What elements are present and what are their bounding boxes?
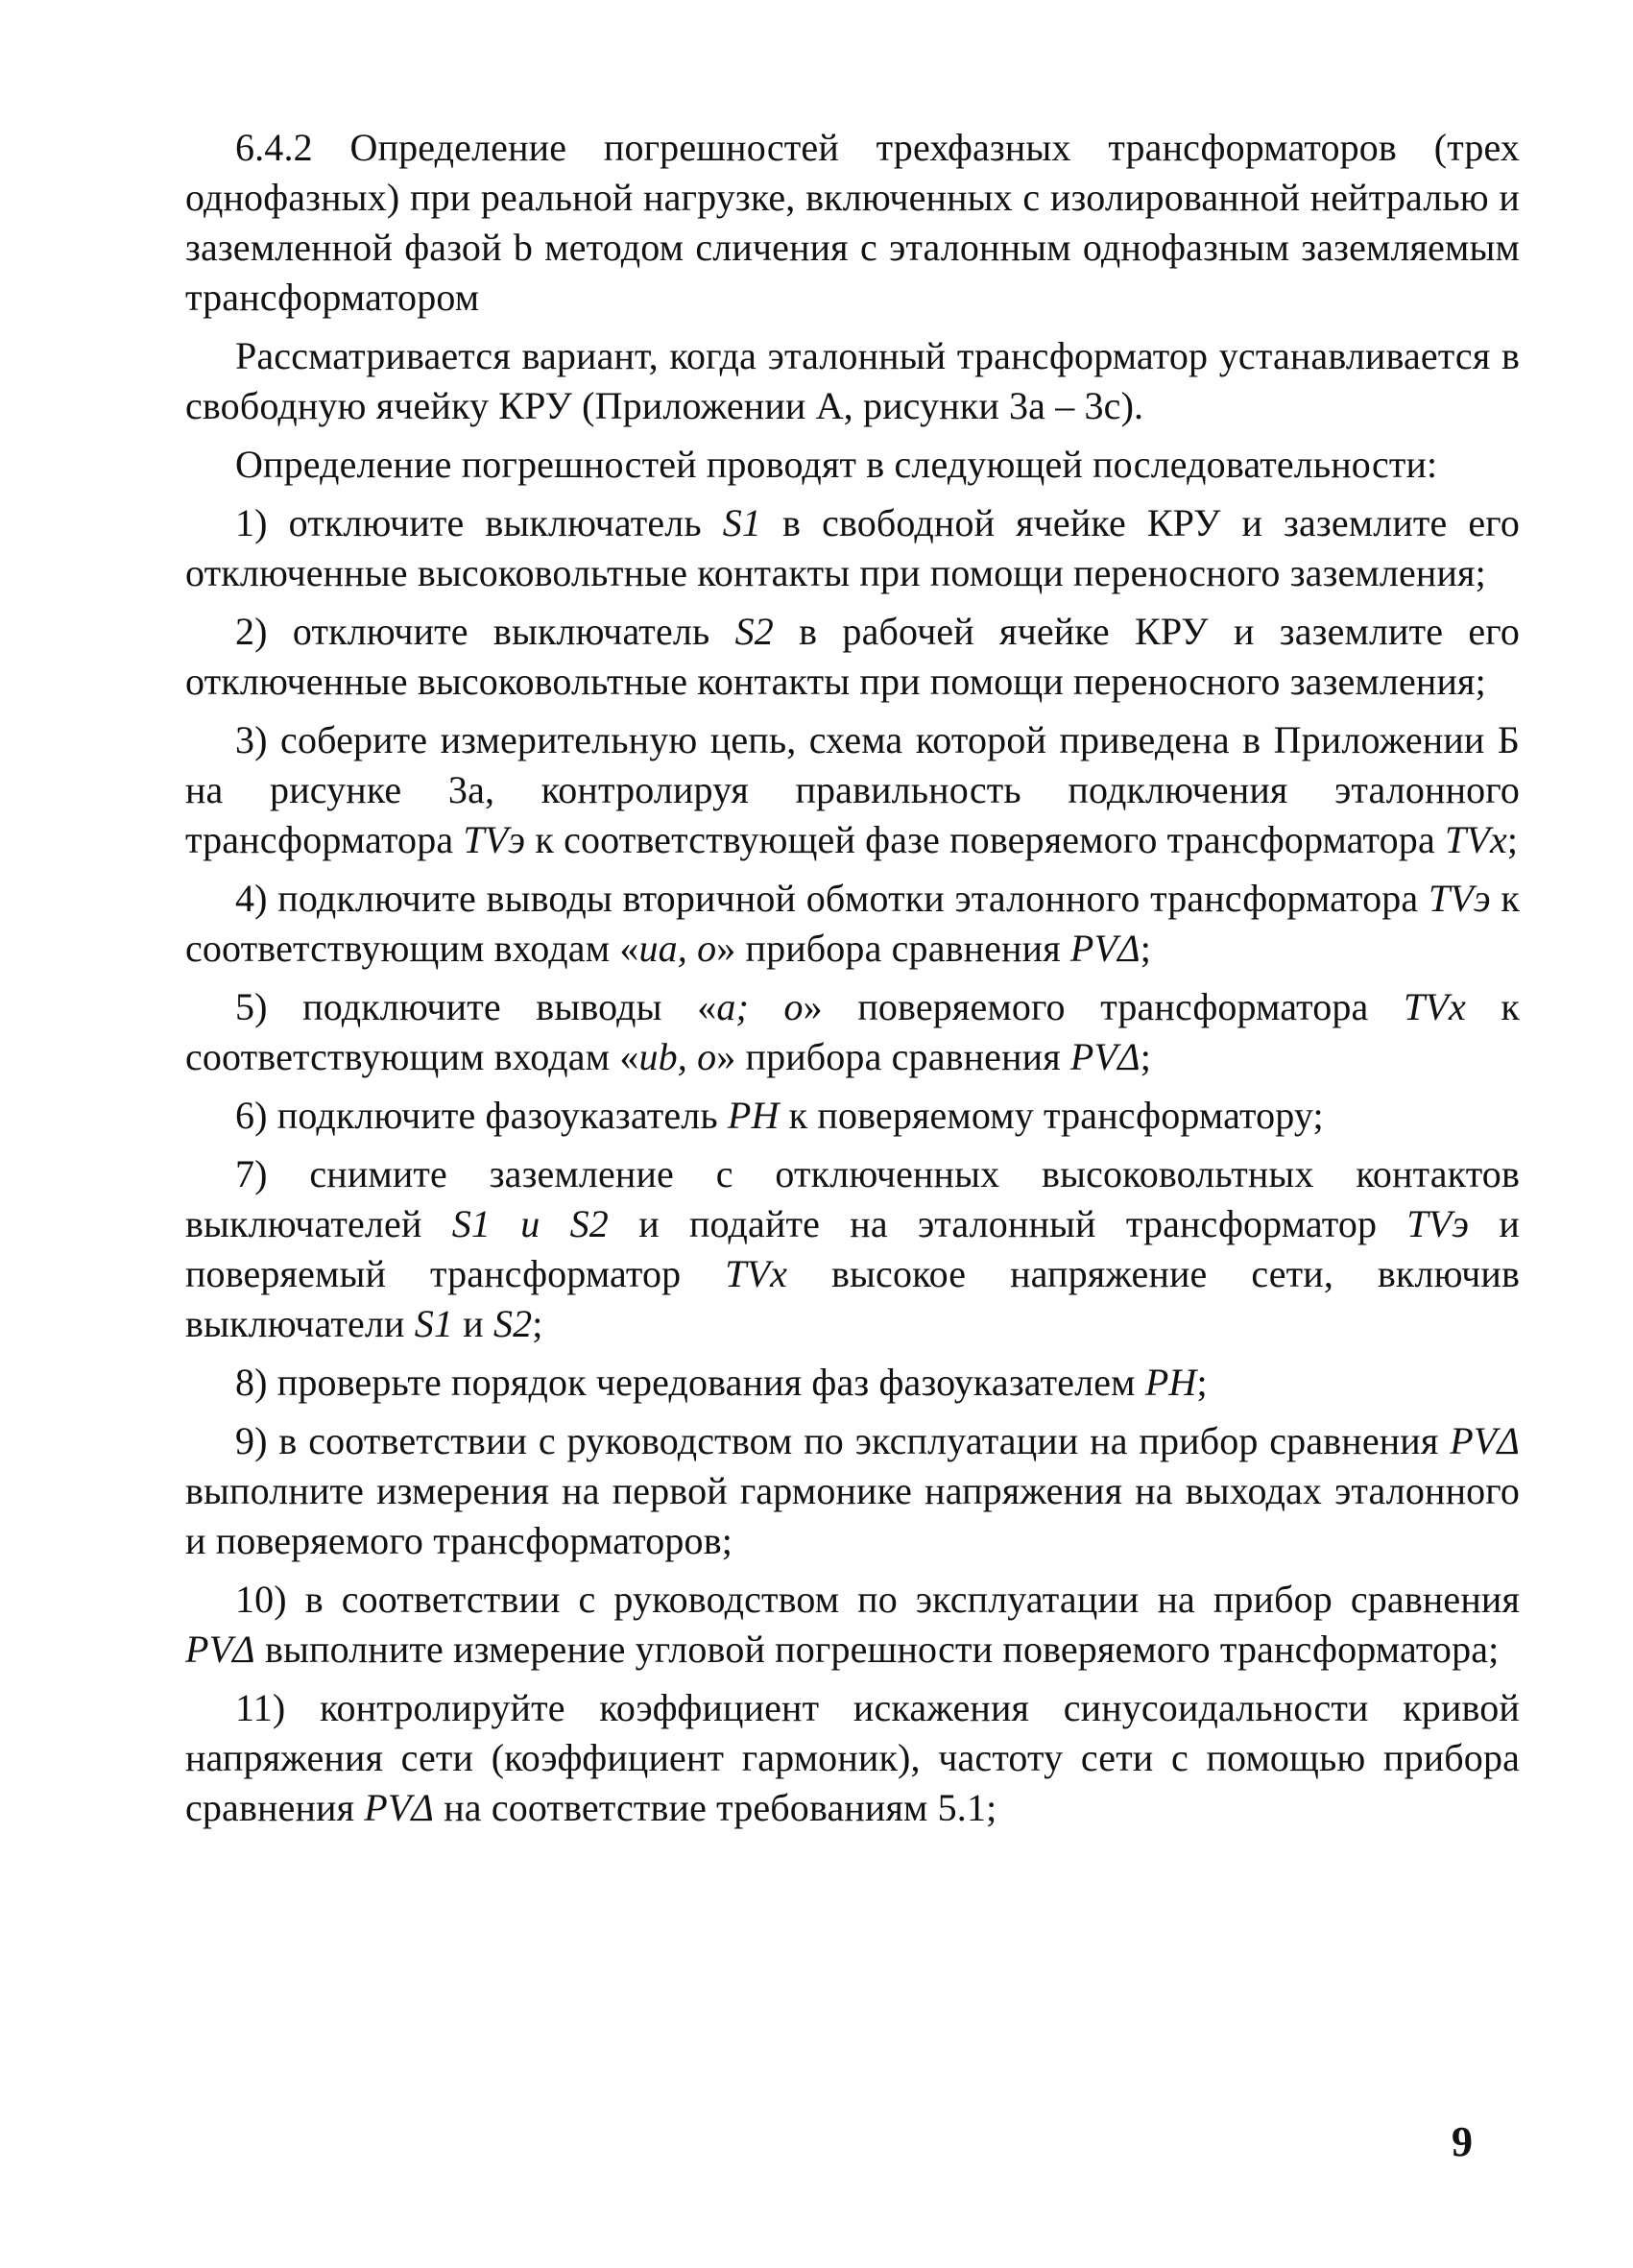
step-7: 7) снимите заземление с отключенных высоковольтных контактов выключателей S1 и S2 и подайте на эталонный трансформатор TVэ и поверяемый трансформатор TVx высокое напряжение сети, включив выключатели S1 и S2;	[185, 1152, 1520, 1345]
step-5: 5) подключите выводы «a; o» поверяемого трансформатора TVx к соответствующим входам «ub, o» прибора сравнения PVΔ;	[185, 985, 1521, 1078]
document-body	[185, 123, 1520, 1842]
step-10: 10) в соответствии с руководством по эксплуатации на прибор сравнения PVΔ выполните измерение угловой погрешности поверяемого трансформатора;	[185, 1578, 1520, 1671]
page-number: 9	[1452, 2118, 1473, 2165]
step-9: 9) в соответствии с руководством по эксплуатации на прибор сравнения PVΔ выполните измерения на первой гармонике напряжения на выходах эталонного и поверяемого трансформаторов;	[185, 1419, 1520, 1562]
step-11: 11) контролируйте коэффициент искажения синусоидальности кривой напряжения сети (коэффициент гармоник), частоту сети с помощью прибора сравнения PVΔ на соответствие требованиям 5.1;	[185, 1686, 1520, 1829]
step-2: 2) отключите выключатель S2 в рабочей ячейке КРУ и заземлите его отключенные высоковольтные контакты при помощи переносного заземления;	[185, 610, 1521, 703]
step-3: 3) соберите измерительную цепь, схема которой приведена в Приложении Б на рисунке 3а, контролируя правильность подключения эталонного трансформатора TVэ к соответствующей фазе поверяемого трансформатора TVx;	[185, 718, 1520, 861]
section-heading: 6.4.2 Определение погрешностей трехфазных трансформаторов (трех однофазных) при реальной нагрузке, включенных с изолированной нейтралью и заземленной фазой b методом сличения с эталонным однофазным заземляемым трансформатором	[185, 126, 1520, 319]
intro-paragraph: Рассматривается вариант, когда эталонный трансформатор устанавливается в свободную ячейку КРУ (Приложении А, рисунки 3а – 3с).	[185, 334, 1520, 427]
sequence-intro: Определение погрешностей проводят в следующей последовательности:	[235, 443, 1438, 486]
step-6: 6) подключите фазоуказатель PH к поверяемому трансформатору;	[235, 1094, 1324, 1137]
step-8: 8) проверьте порядок чередования фаз фазоуказателем PH;	[235, 1361, 1208, 1404]
step-1: 1) отключите выключатель S1 в свободной ячейке КРУ и заземлите его отключенные высоковольтные контакты при помощи переносного заземления;	[185, 501, 1520, 594]
step-4: 4) подключите выводы вторичной обмотки эталонного трансформатора TVэ к соответствующим входам «ua, o» прибора сравнения PVΔ;	[185, 877, 1521, 970]
